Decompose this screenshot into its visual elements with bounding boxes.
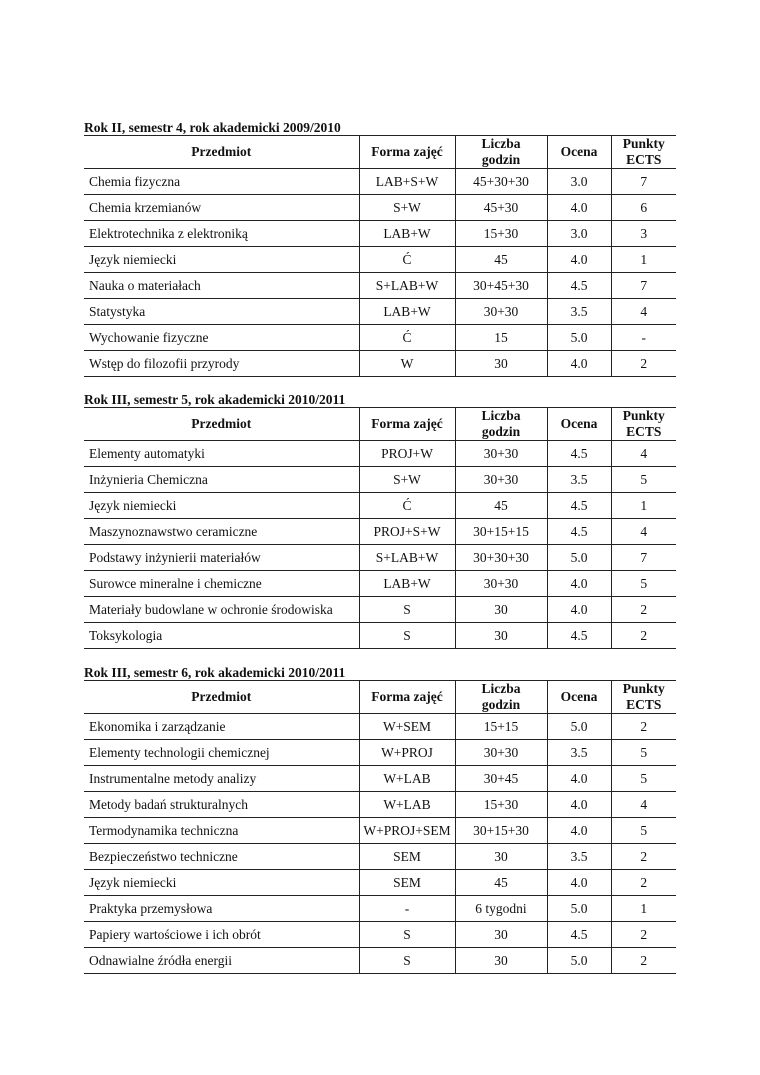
form-cell: S (359, 623, 455, 649)
table-row (84, 623, 676, 649)
table-row (84, 441, 676, 467)
header-form: Forma zajęć (359, 408, 455, 441)
semester-section (84, 393, 676, 649)
ects-cell: - (611, 325, 676, 351)
form-cell: LAB+W (359, 571, 455, 597)
table-row (84, 792, 676, 818)
table-row (84, 221, 676, 247)
subject-cell: Toksykologia (84, 623, 359, 649)
ects-cell: 5 (611, 571, 676, 597)
grade-cell: 4.0 (547, 766, 611, 792)
form-cell: - (359, 896, 455, 922)
header-ects (611, 408, 676, 441)
form-cell: LAB+W (359, 299, 455, 325)
grades-table (84, 407, 676, 649)
ects-cell: 2 (611, 351, 676, 377)
grade-cell: 4.0 (547, 195, 611, 221)
form-cell: W+PROJ+SEM (359, 818, 455, 844)
grade-cell: 4.0 (547, 792, 611, 818)
grade-cell: 4.5 (547, 922, 611, 948)
ects-cell: 2 (611, 844, 676, 870)
header-hours (455, 408, 547, 441)
table-row (84, 325, 676, 351)
ects-cell: 5 (611, 740, 676, 766)
form-cell: Ć (359, 325, 455, 351)
header-grade: Ocena (547, 408, 611, 441)
hours-cell: 15 (455, 325, 547, 351)
subject-cell: Wychowanie fizyczne (84, 325, 359, 351)
subject-cell: Odnawialne źródła energii (84, 948, 359, 974)
subject-cell: Chemia krzemianów (84, 195, 359, 221)
table-row (84, 351, 676, 377)
grade-cell: 3.5 (547, 844, 611, 870)
table-row (84, 273, 676, 299)
ects-cell: 4 (611, 441, 676, 467)
form-cell: W+SEM (359, 714, 455, 740)
grade-cell: 4.5 (547, 273, 611, 299)
hours-cell: 30+30 (455, 441, 547, 467)
semester-section (84, 121, 676, 377)
grade-cell: 4.0 (547, 597, 611, 623)
form-cell: LAB+W (359, 221, 455, 247)
header-ects-line2: ECTS (626, 152, 662, 167)
header-hours-line2: godzin (481, 424, 521, 439)
table-row (84, 545, 676, 571)
form-cell: LAB+S+W (359, 169, 455, 195)
subject-cell: Surowce mineralne i chemiczne (84, 571, 359, 597)
table-row (84, 948, 676, 974)
ects-cell: 4 (611, 299, 676, 325)
form-cell: W+PROJ (359, 740, 455, 766)
grade-cell: 4.5 (547, 519, 611, 545)
ects-cell: 2 (611, 870, 676, 896)
grades-table (84, 135, 676, 377)
hours-cell: 30 (455, 948, 547, 974)
header-hours-line1: Liczba (481, 681, 521, 696)
table-row (84, 870, 676, 896)
form-cell: S+W (359, 467, 455, 493)
grade-cell: 5.0 (547, 714, 611, 740)
form-cell: W+LAB (359, 792, 455, 818)
hours-cell: 15+30 (455, 792, 547, 818)
table-row (84, 571, 676, 597)
grade-cell: 4.0 (547, 870, 611, 896)
header-ects-line1: Punkty (622, 136, 665, 151)
ects-cell: 2 (611, 922, 676, 948)
ects-cell: 7 (611, 545, 676, 571)
ects-cell: 5 (611, 467, 676, 493)
subject-cell: Instrumentalne metody analizy (84, 766, 359, 792)
semester-section (84, 666, 676, 974)
table-row (84, 169, 676, 195)
header-hours-line2: godzin (481, 152, 521, 167)
table-header-row (84, 681, 676, 714)
table-row (84, 740, 676, 766)
header-subject: Przedmiot (84, 681, 359, 714)
form-cell: S+LAB+W (359, 273, 455, 299)
subject-cell: Elementy automatyki (84, 441, 359, 467)
subject-cell: Nauka o materiałach (84, 273, 359, 299)
grade-cell: 3.5 (547, 740, 611, 766)
ects-cell: 1 (611, 247, 676, 273)
table-row (84, 597, 676, 623)
form-cell: W (359, 351, 455, 377)
grade-cell: 4.5 (547, 623, 611, 649)
form-cell: S (359, 948, 455, 974)
hours-cell: 30+45+30 (455, 273, 547, 299)
ects-cell: 2 (611, 948, 676, 974)
grade-cell: 3.0 (547, 169, 611, 195)
table-row (84, 247, 676, 273)
section-title: Rok III, semestr 5, rok akademicki 2010/2011 (84, 392, 346, 407)
header-hours (455, 681, 547, 714)
subject-cell: Metody badań strukturalnych (84, 792, 359, 818)
grade-cell: 4.5 (547, 493, 611, 519)
subject-cell: Papiery wartościowe i ich obrót (84, 922, 359, 948)
hours-cell: 30 (455, 623, 547, 649)
subject-cell: Termodynamika techniczna (84, 818, 359, 844)
form-cell: S+W (359, 195, 455, 221)
header-hours (455, 136, 547, 169)
grade-cell: 4.0 (547, 818, 611, 844)
hours-cell: 30+15+30 (455, 818, 547, 844)
table-row (84, 896, 676, 922)
table-row (84, 714, 676, 740)
ects-cell: 6 (611, 195, 676, 221)
hours-cell: 30+45 (455, 766, 547, 792)
table-row (84, 922, 676, 948)
subject-cell: Maszynoznawstwo ceramiczne (84, 519, 359, 545)
hours-cell: 30+30 (455, 740, 547, 766)
ects-cell: 2 (611, 597, 676, 623)
hours-cell: 45+30+30 (455, 169, 547, 195)
grade-cell: 4.0 (547, 571, 611, 597)
table-row (84, 195, 676, 221)
grade-cell: 4.5 (547, 441, 611, 467)
header-form: Forma zajęć (359, 681, 455, 714)
table-row (84, 493, 676, 519)
section-title: Rok III, semestr 6, rok akademicki 2010/2011 (84, 665, 346, 680)
grade-cell: 3.0 (547, 221, 611, 247)
header-ects-line1: Punkty (622, 408, 665, 423)
hours-cell: 30 (455, 351, 547, 377)
form-cell: Ć (359, 493, 455, 519)
grade-cell: 3.5 (547, 299, 611, 325)
hours-cell: 30 (455, 844, 547, 870)
form-cell: SEM (359, 870, 455, 896)
section-title: Rok II, semestr 4, rok akademicki 2009/2010 (84, 120, 341, 135)
ects-cell: 5 (611, 818, 676, 844)
hours-cell: 30+30 (455, 571, 547, 597)
grade-cell: 3.5 (547, 467, 611, 493)
header-grade: Ocena (547, 136, 611, 169)
grade-cell: 4.0 (547, 351, 611, 377)
grade-cell: 4.0 (547, 247, 611, 273)
form-cell: S+LAB+W (359, 545, 455, 571)
grade-cell: 5.0 (547, 948, 611, 974)
hours-cell: 30+30+30 (455, 545, 547, 571)
table-row (84, 818, 676, 844)
form-cell: W+LAB (359, 766, 455, 792)
hours-cell: 45 (455, 870, 547, 896)
hours-cell: 30+30 (455, 467, 547, 493)
form-cell: Ć (359, 247, 455, 273)
header-subject: Przedmiot (84, 408, 359, 441)
header-ects-line2: ECTS (626, 697, 662, 712)
table-header-row (84, 408, 676, 441)
header-form: Forma zajęć (359, 136, 455, 169)
header-subject: Przedmiot (84, 136, 359, 169)
table-row (84, 299, 676, 325)
subject-cell: Ekonomika i zarządzanie (84, 714, 359, 740)
subject-cell: Inżynieria Chemiczna (84, 467, 359, 493)
header-ects (611, 136, 676, 169)
subject-cell: Elementy technologii chemicznej (84, 740, 359, 766)
ects-cell: 4 (611, 792, 676, 818)
hours-cell: 30 (455, 922, 547, 948)
form-cell: S (359, 922, 455, 948)
hours-cell: 30+30 (455, 299, 547, 325)
table-row (84, 467, 676, 493)
ects-cell: 7 (611, 273, 676, 299)
subject-cell: Materiały budowlane w ochronie środowiska (84, 597, 359, 623)
subject-cell: Statystyka (84, 299, 359, 325)
header-hours-line1: Liczba (481, 136, 521, 151)
subject-cell: Język niemiecki (84, 247, 359, 273)
ects-cell: 5 (611, 766, 676, 792)
table-row (84, 766, 676, 792)
subject-cell: Praktyka przemysłowa (84, 896, 359, 922)
hours-cell: 6 tygodni (455, 896, 547, 922)
subject-cell: Język niemiecki (84, 493, 359, 519)
subject-cell: Chemia fizyczna (84, 169, 359, 195)
form-cell: PROJ+S+W (359, 519, 455, 545)
subject-cell: Bezpieczeństwo techniczne (84, 844, 359, 870)
subject-cell: Elektrotechnika z elektroniką (84, 221, 359, 247)
header-ects (611, 681, 676, 714)
table-row (84, 844, 676, 870)
hours-cell: 30 (455, 597, 547, 623)
ects-cell: 4 (611, 519, 676, 545)
form-cell: S (359, 597, 455, 623)
grade-cell: 5.0 (547, 325, 611, 351)
subject-cell: Wstęp do filozofii przyrody (84, 351, 359, 377)
table-row (84, 519, 676, 545)
hours-cell: 45+30 (455, 195, 547, 221)
grades-table (84, 680, 676, 974)
ects-cell: 1 (611, 896, 676, 922)
ects-cell: 2 (611, 623, 676, 649)
grade-cell: 5.0 (547, 545, 611, 571)
header-hours-line2: godzin (481, 697, 521, 712)
header-hours-line1: Liczba (481, 408, 521, 423)
ects-cell: 7 (611, 169, 676, 195)
ects-cell: 3 (611, 221, 676, 247)
ects-cell: 2 (611, 714, 676, 740)
form-cell: PROJ+W (359, 441, 455, 467)
subject-cell: Podstawy inżynierii materiałów (84, 545, 359, 571)
grade-cell: 5.0 (547, 896, 611, 922)
hours-cell: 45 (455, 493, 547, 519)
hours-cell: 15+30 (455, 221, 547, 247)
header-ects-line2: ECTS (626, 424, 662, 439)
hours-cell: 30+15+15 (455, 519, 547, 545)
hours-cell: 15+15 (455, 714, 547, 740)
header-grade: Ocena (547, 681, 611, 714)
header-ects-line1: Punkty (622, 681, 665, 696)
hours-cell: 45 (455, 247, 547, 273)
table-header-row (84, 136, 676, 169)
subject-cell: Język niemiecki (84, 870, 359, 896)
ects-cell: 1 (611, 493, 676, 519)
form-cell: SEM (359, 844, 455, 870)
